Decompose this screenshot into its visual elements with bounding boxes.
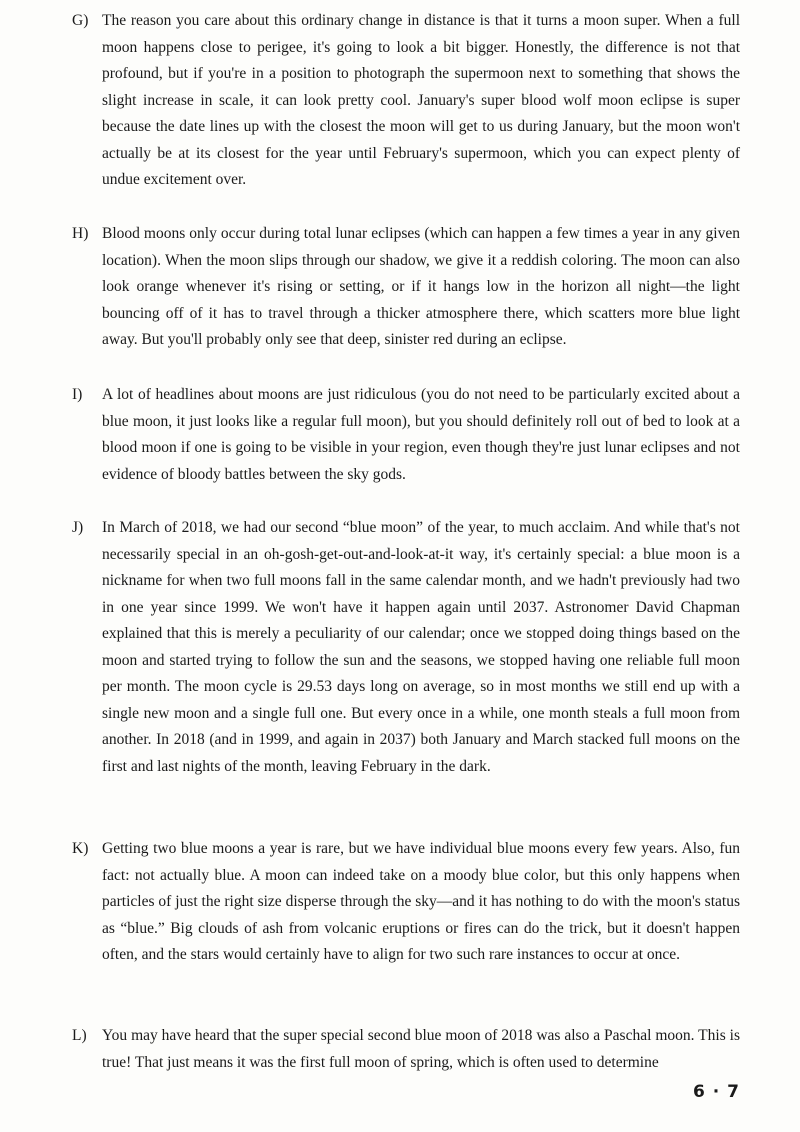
paragraph-k <box>72 836 740 969</box>
paragraph-text: Blood moons only occur during total lunar eclipses (which can happen a few times a year in any given location). When the moon slips through our shadow, we give it a reddish coloring. The moon can also look orange whenever it's rising or setting, or if it hangs low in the horizon all night—the light bouncing off of it has to travel through a thicker atmosphere there, which scatters more blue light away. But you'll probably only see that deep, sinister red during an eclipse. <box>102 225 740 348</box>
paragraph-i <box>72 382 740 488</box>
paragraph-l <box>72 1023 740 1076</box>
paragraph-text: In March of 2018, we had our second “blue moon” of the year, to much acclaim. And while that's not necessarily special in an oh-gosh-get-out-and-look-at-it way, it's certainly special: a blue moon is a nickname for when two full moons fall in the same calendar month, and we hadn't previously had two in one year since 1999. We won't have it happen again until 2037. Astronomer David Chapman explained that this is merely a peculiarity of our calendar; once we stopped doing things based on the moon and started trying to follow the sun and the seasons, we stopped having one reliable full moon per month. The moon cycle is 29.53 days long on average, so in most months we still end up with a single new moon and a single full one. But every once in a while, one month steals a full moon from another. In 2018 (and in 1999, and again in 2037) both January and March stacked full moons on the first and last nights of the month, leaving February in the dark. <box>102 519 740 775</box>
paragraph-j <box>72 515 740 780</box>
paragraph-label: I) <box>72 386 83 403</box>
paragraph-h <box>72 221 740 354</box>
paragraph-text: The reason you care about this ordinary change in distance is that it turns a moon super. When a full moon happens close to perigee, it's going to look a bit bigger. Honestly, the difference is not that profound, but if you're in a position to photograph the supermoon next to something that shows the slight increase in scale, it can look pretty cool. January's super blood wolf moon eclipse is super because the date lines up with the closest the moon will get to us during January, but the moon won't actually be at its closest for the year until February's supermoon, which you can expect plenty of undue excitement over. <box>102 12 740 188</box>
paragraph-text: Getting two blue moons a year is rare, but we have individual blue moons every few years. Also, fun fact: not actually blue. A moon can indeed take on a moody blue color, but this only happens when particles of just the right size disperse through the sky—and it has nothing to do with the moon's status as “blue.” Big clouds of ash from volcanic eruptions or fires can do the trick, but it doesn't happen often, and the stars would certainly have to align for two such rare instances to occur at once. <box>102 840 740 963</box>
paragraph-label: J) <box>72 519 84 536</box>
paragraph-text: You may have heard that the super special second blue moon of 2018 was also a Paschal moon. This is true! That just means it was the first full moon of spring, which is often used to determine <box>102 1027 740 1071</box>
page-number: 6 · 7 <box>693 1082 740 1102</box>
paragraph-label: K) <box>72 840 89 857</box>
paragraph-text: A lot of headlines about moons are just ridiculous (you do not need to be particularly excited about a blue moon, it just looks like a regular full moon), but you should definitely roll out of bed to look at a blood moon if one is going to be visible in your region, even though they're just lunar eclipses and not evidence of bloody battles between the sky gods. <box>102 386 740 483</box>
paragraph-label: H) <box>72 225 89 242</box>
paragraph-label: L) <box>72 1027 87 1044</box>
paragraph-label: G) <box>72 12 89 29</box>
paragraph-g <box>72 8 740 194</box>
